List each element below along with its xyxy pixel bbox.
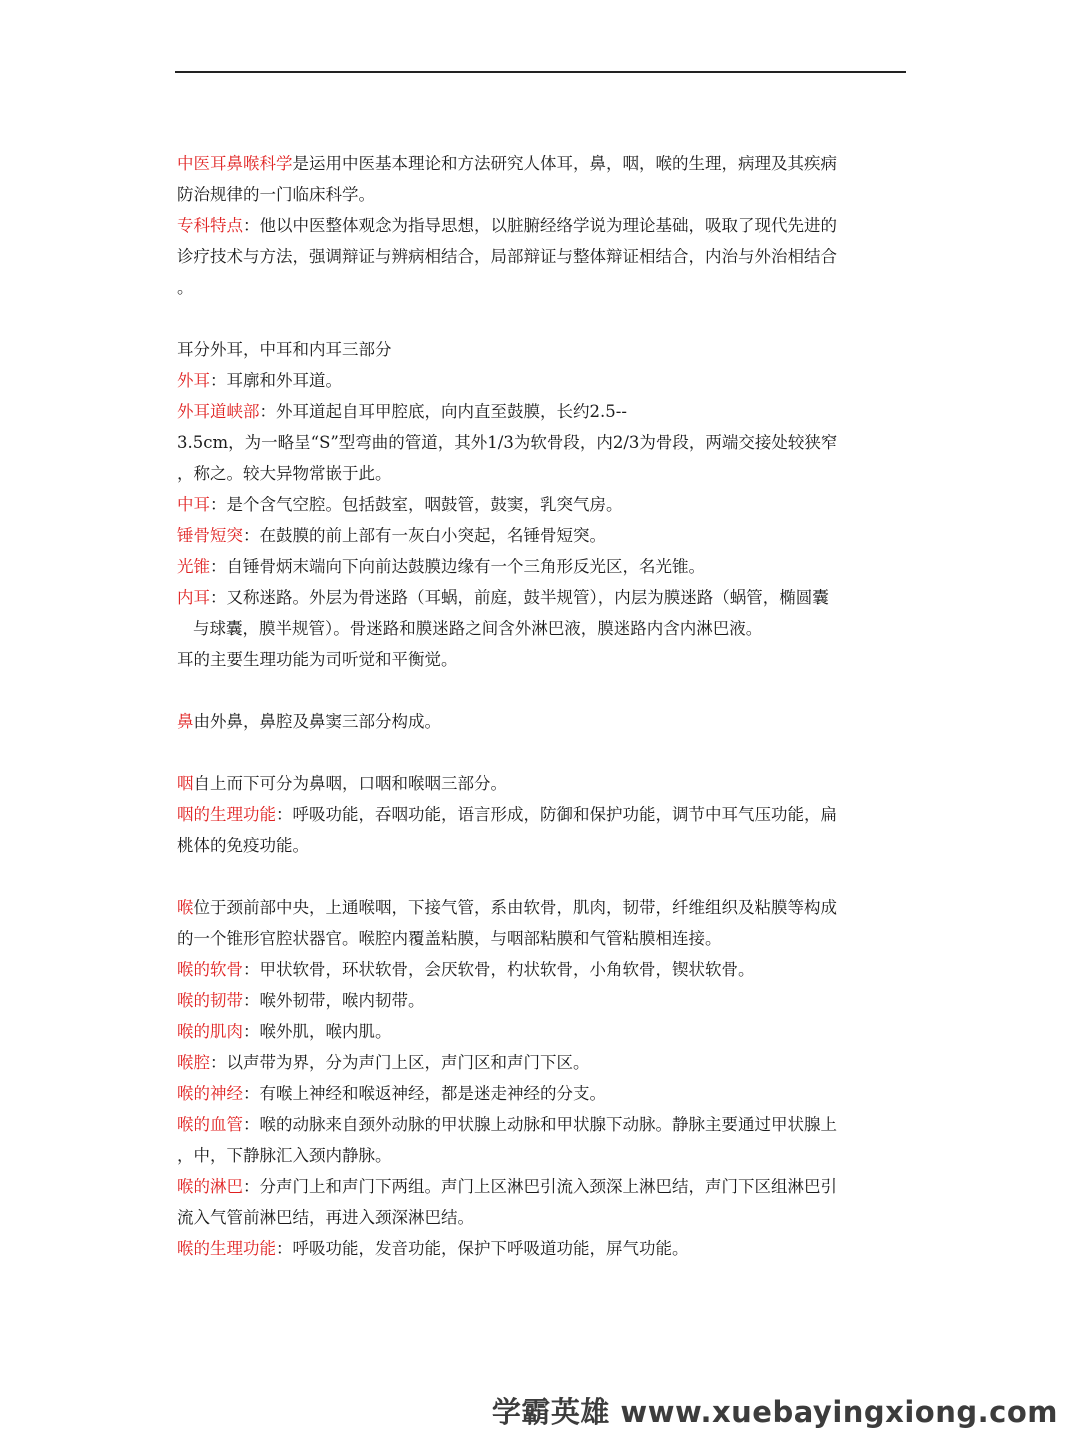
paragraph-definition: 中医耳鼻喉科学是运用中医基本理论和方法研究人体耳，鼻，咽，喉的生理，病理及其疾病 防治规律的一门临床科学。 [177,154,837,204]
term-highlight: 专科特点 [177,216,243,235]
term-highlight: 喉的韧带 [177,991,243,1010]
term-highlight: 喉的肌肉 [177,1022,243,1041]
term-highlight: 咽的生理功能 [177,805,276,824]
paragraph-middle-ear: 中耳：是个含气空腔。包括鼓室，咽鼓管，鼓窦，乳突气房。 [177,495,623,514]
term-highlight: 鼻 [177,712,194,731]
term-highlight: 喉的生理功能 [177,1239,276,1258]
term-highlight: 喉 [177,898,194,917]
paragraph-larynx-lymph: 喉的淋巴：分声门上和声门下两组。声门上区淋巴引流入颈深上淋巴结，声门下区组淋巴引 流入气管前淋巴结，再进入颈深淋巴结。 [177,1177,837,1227]
paragraph-malleus: 锤骨短突：在鼓膜的前上部有一灰白小突起，名锤骨短突。 [177,526,606,545]
paragraph-inner-ear: 内耳：又称迷路。外层为骨迷路（耳蜗，前庭，鼓半规管），内层为膜迷路（蜗管，椭圆囊 与球囊，膜半规管）。骨迷路和膜迷路之间含外淋巴液，膜迷路内含内淋巴液。 [177,588,829,638]
term-highlight: 喉的软骨 [177,960,243,979]
spacer [177,861,899,892]
paragraph-larynx: 喉位于颈前部中央，上通喉咽，下接气管，系由软骨，肌肉，韧带，纤维组织及粘膜等构成 的一个锥形官腔状器官。喉腔内覆盖粘膜，与咽部粘膜和气管粘膜相连接。 [177,898,837,948]
paragraph-light-cone: 光锥：自锤骨炳末端向下向前达鼓膜边缘有一个三角形反光区，名光锥。 [177,557,705,576]
paragraph-ear-parts: 耳分外耳，中耳和内耳三部分 [177,340,392,359]
watermark-footer: 学霸英雄 www.xuebayingxiong.com [491,1395,1058,1429]
paragraph-nose: 鼻由外鼻，鼻腔及鼻窦三部分构成。 [177,712,441,731]
paragraph-larynx-cavity: 喉腔：以声带为界，分为声门上区，声门区和声门下区。 [177,1053,590,1072]
spacer [177,737,899,768]
paragraph-larynx-muscle: 喉的肌肉：喉外肌，喉内肌。 [177,1022,392,1041]
paragraph-specialty: 专科特点：他以中医整体观念为指导思想，以脏腑经络学说为理论基础，吸取了现代先进的 诊疗技术与方法，强调辩证与辨病相结合，局部辩证与整体辩证相结合，内治与外治相结合 。 [177,216,837,297]
paragraph-larynx-function: 喉的生理功能：呼吸功能，发音功能，保护下呼吸道功能，屏气功能。 [177,1239,689,1258]
term-highlight: 咽 [177,774,194,793]
document-body [177,148,899,1264]
spacer [177,675,899,706]
term-highlight: 喉的血管 [177,1115,243,1134]
term-highlight: 喉的神经 [177,1084,243,1103]
paragraph-larynx-vessel: 喉的血管：喉的动脉来自颈外动脉的甲状腺上动脉和甲状腺下动脉。静脉主要通过甲状腺上 ，中，下静脉汇入颈内静脉。 [177,1115,837,1165]
term-highlight: 内耳 [177,588,210,607]
paragraph-outer-ear: 外耳：耳廓和外耳道。 [177,371,342,390]
header-rule [175,71,906,73]
term-highlight: 中医耳鼻喉科学 [177,154,293,173]
paragraph-isthmus: 外耳道峡部：外耳道起自耳甲腔底，向内直至鼓膜，长约2.5-- 3.5cm，为一略呈“S”型弯曲的管道，其外1/3为软骨段，内2/3为骨段，两端交接处较狭窄 ，称之。较大异物常嵌于此。 [177,402,838,483]
term-highlight: 光锥 [177,557,210,576]
term-highlight: 外耳道峡部 [177,402,260,421]
paragraph-ear-function: 耳的主要生理功能为司听觉和平衡觉。 [177,650,458,669]
paragraph-pharynx-function: 咽的生理功能：呼吸功能，吞咽功能，语言形成，防御和保护功能，调节中耳气压功能，扁 桃体的免疫功能。 [177,805,837,855]
term-highlight: 喉的淋巴 [177,1177,243,1196]
paragraph-larynx-nerve: 喉的神经：有喉上神经和喉返神经，都是迷走神经的分支。 [177,1084,606,1103]
spacer [177,303,899,334]
term-highlight: 中耳 [177,495,210,514]
term-highlight: 锤骨短突 [177,526,243,545]
paragraph-larynx-cartilage: 喉的软骨：甲状软骨，环状软骨，会厌软骨，杓状软骨，小角软骨，锲状软骨。 [177,960,755,979]
paragraph-pharynx: 咽自上而下可分为鼻咽，口咽和喉咽三部分。 [177,774,507,793]
paragraph-larynx-ligament: 喉的韧带：喉外韧带，喉内韧带。 [177,991,425,1010]
term-highlight: 喉腔 [177,1053,210,1072]
term-highlight: 外耳 [177,371,210,390]
